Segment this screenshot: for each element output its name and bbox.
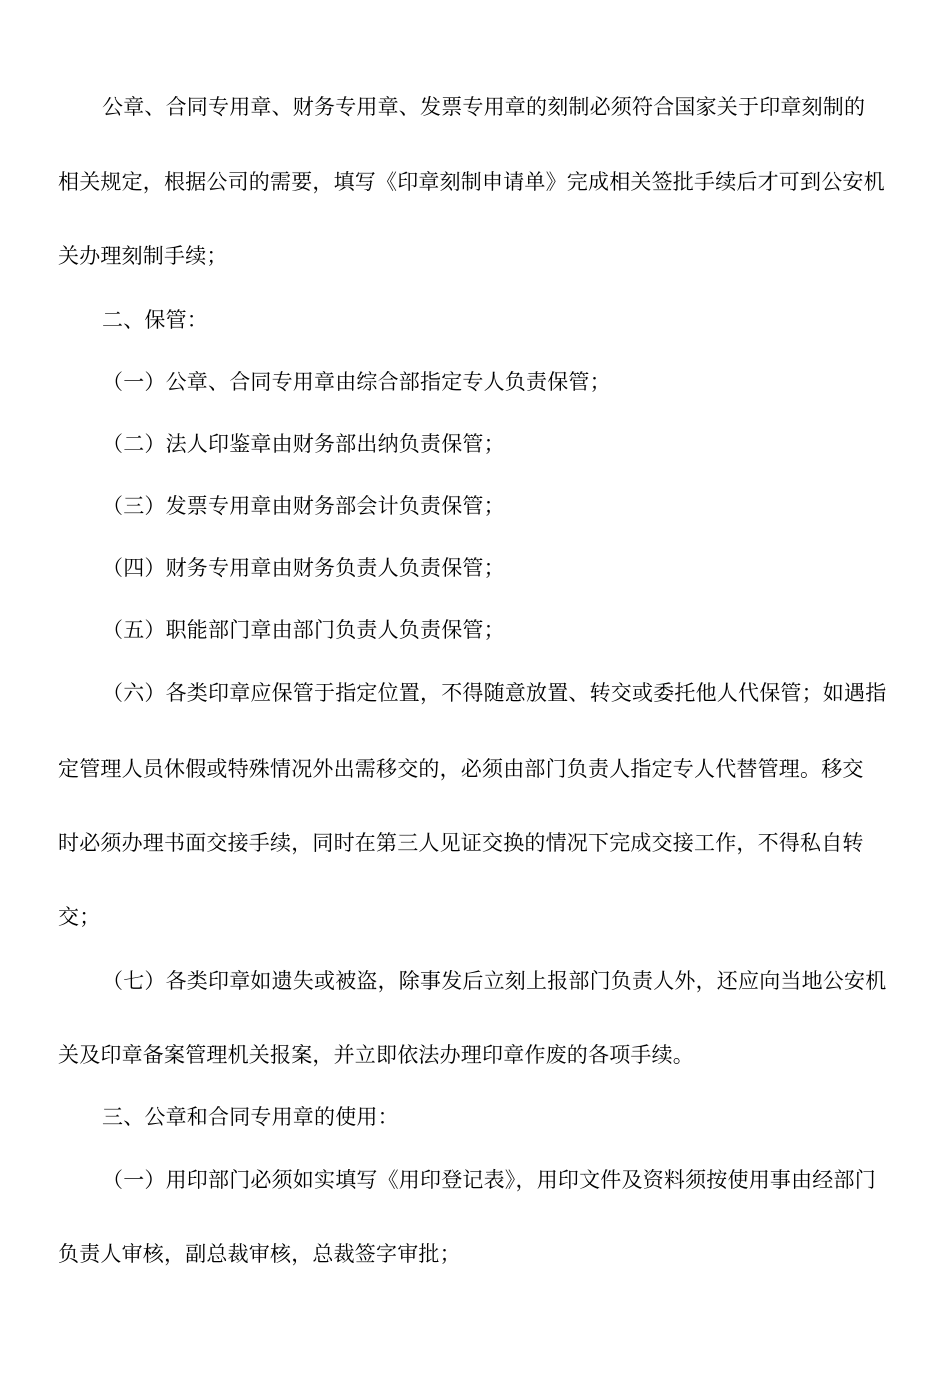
list-item: （六）各类印章应保管于指定位置，不得随意放置、转交或委托他人代保管；如遇指 xyxy=(102,681,887,705)
paragraph-line: 公章、合同专用章、财务专用章、发票专用章的刻制必须符合国家关于印章刻制的 xyxy=(102,95,866,119)
paragraph-line: 负责人审核，副总裁审核，总裁签字审批； xyxy=(58,1242,461,1266)
paragraph-line: 时必须办理书面交接手续，同时在第三人见证交换的情况下完成交接工作，不得私自转 xyxy=(58,831,864,855)
list-item: （七）各类印章如遗失或被盗，除事发后立刻上报部门负责人外，还应向当地公安机 xyxy=(102,969,887,993)
section-heading: 二、保管： xyxy=(102,308,208,332)
list-item: （五）职能部门章由部门负责人负责保管； xyxy=(102,618,505,642)
list-item: （三）发票专用章由财务部会计负责保管； xyxy=(102,494,505,518)
paragraph-line: 交； xyxy=(58,905,101,929)
paragraph-line: 关办理刻制手续； xyxy=(58,244,228,268)
list-item: （一）公章、合同专用章由综合部指定专人负责保管； xyxy=(102,370,611,394)
list-item: （四）财务专用章由财务负责人负责保管； xyxy=(102,556,505,580)
section-heading: 三、公章和合同专用章的使用： xyxy=(102,1105,399,1129)
list-item: （二）法人印鉴章由财务部出纳负责保管； xyxy=(102,432,505,456)
paragraph-line: 关及印章备案管理机关报案，并立即依法办理印章作废的各项手续。 xyxy=(58,1043,694,1067)
paragraph-line: 定管理人员休假或特殊情况外出需移交的，必须由部门负责人指定专人代替管理。移交 xyxy=(58,757,864,781)
list-item: （一）用印部门必须如实填写《用印登记表》，用印文件及资料须按使用事由经部门 xyxy=(102,1168,876,1192)
paragraph-line: 相关规定，根据公司的需要，填写《印章刻制申请单》完成相关签批手续后才可到公安机 xyxy=(58,170,885,194)
